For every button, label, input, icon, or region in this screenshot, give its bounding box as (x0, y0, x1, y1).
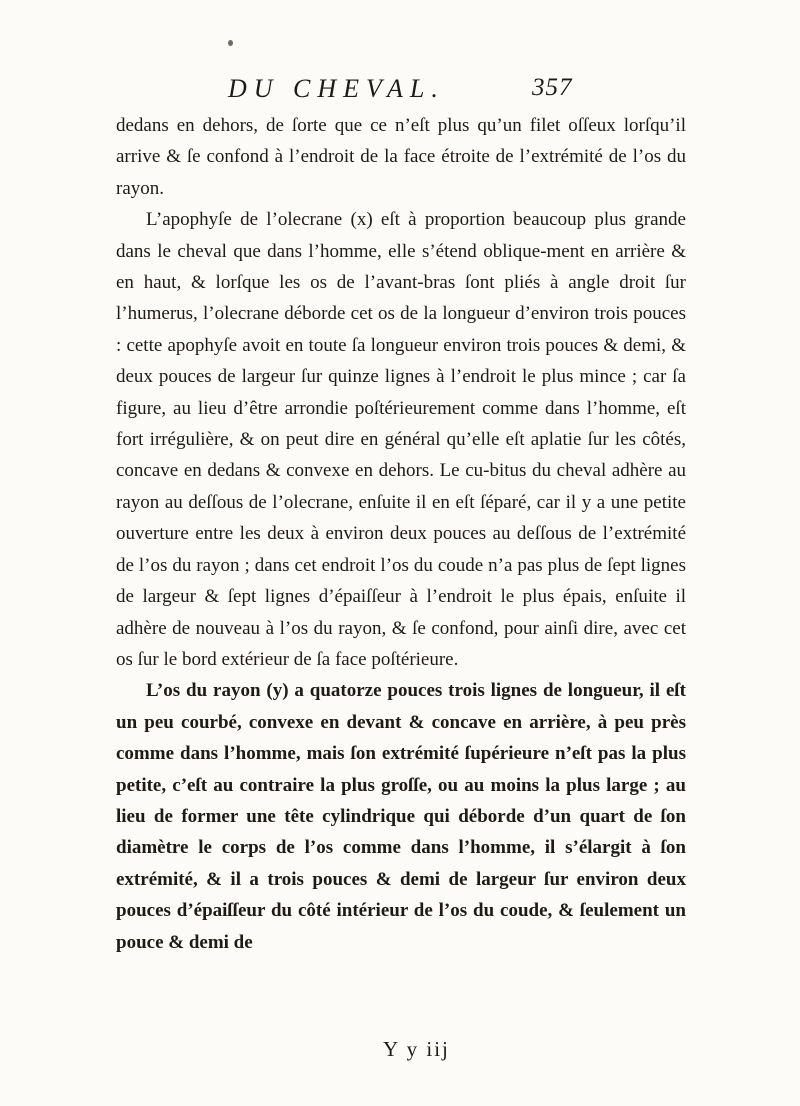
ink-spot (228, 40, 233, 46)
running-title: DU CHEVAL. (228, 74, 445, 103)
page-number: 357 (532, 74, 573, 101)
paragraph-rayon: L’os du rayon (y) a quatorze pouces trois lignes de longueur, il eſt un peu courbé, convexe en devant & concave en arrière, à peu près comme dans l’homme, mais ſon extrémité ſupérieure n’eſt pas la plus petite, c’eſt au contraire la plus groſſe, ou au moins la plus large ; au lieu de former une tête cylindrique qui déborde d’un quart de ſon diamètre le corps de l’os comme dans l’homme, il s’élargit à ſon extrémité, & il a trois pouces & demi de largeur ſur environ deux pouces d’épaiſſeur du côté intérieur de l’os du coude, & ſeulement un pouce & demi de (116, 680, 686, 953)
paragraph-continuation: dedans en dehors, de ſorte que ce n’eſt plus qu’un filet oſſeux lorſqu’il arrive & ſe confond à l’endroit de la face étroite de l’extrémité de l’os du rayon. (116, 115, 686, 199)
signature-mark: Y y iij (383, 1037, 450, 1061)
paragraph-olecrane: L’apophyſe de l’olecrane (x) eſt à proportion beaucoup plus grande dans le cheval que dans l’homme, elle s’étend oblique-ment en arrière & en haut, & lorſque les os de l’avant-bras ſont pliés à angle droit ſur l’humerus, l’olecrane déborde cet os de la longueur d’environ trois pouces : cette apophyſe avoit en toute ſa longueur environ trois pouces & demi, & deux pouces de largeur ſur quinze lignes à l’endroit le plus mince ; car ſa figure, au lieu d’être arrondie poſtérieurement comme dans l’homme, eſt fort irrégulière, & on peut dire en général qu’elle eſt aplatie ſur les côtés, concave en dedans & convexe en dehors. Le cu-bitus du cheval adhère au rayon au deſſous de l’olecrane, enſuite il en eſt ſéparé, car il y a une petite ouverture entre les deux à environ deux pouces au deſſous de l’extrémité de l’os du rayon ; dans cet endroit l’os du coude n’a pas plus de ſept lignes de largeur & ſept lignes d’épaiſſeur à l’endroit le plus épais, enſuite il adhère de nouveau à l’os du rayon, & ſe confond, pour ainſi dire, avec cet os ſur le bord extérieur de ſa face poſtérieure. (116, 209, 686, 670)
body-text (116, 110, 686, 958)
